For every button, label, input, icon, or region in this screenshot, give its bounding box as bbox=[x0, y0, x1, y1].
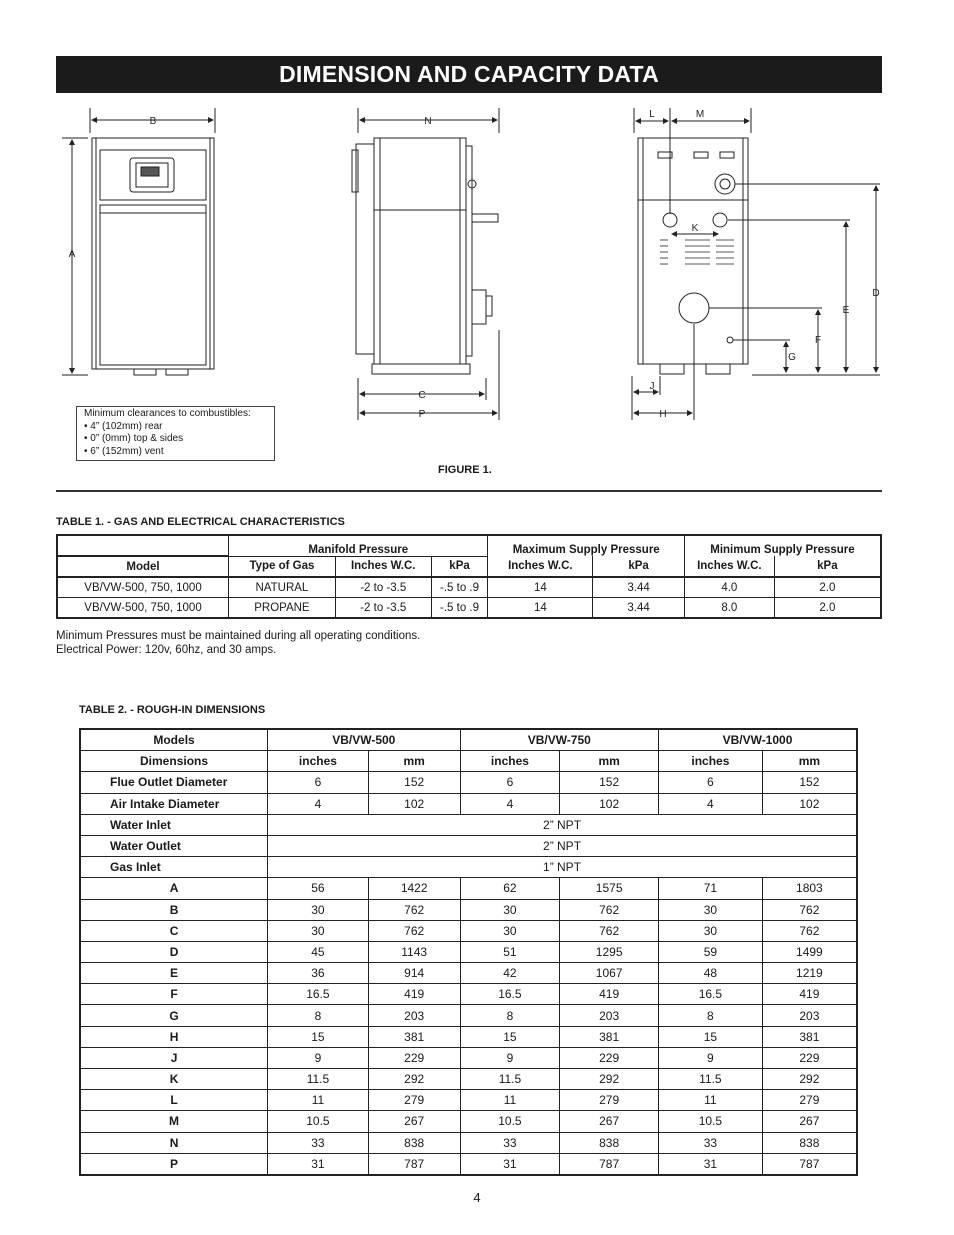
dim-label-m: M bbox=[695, 109, 705, 120]
front-view-drawing bbox=[62, 108, 215, 375]
note-line: Minimum Pressures must be maintained during all operating conditions. bbox=[56, 630, 421, 642]
table-cell: 267 bbox=[368, 1111, 460, 1132]
table-cell: 1” NPT bbox=[268, 857, 857, 878]
table-cell: 279 bbox=[762, 1090, 857, 1111]
table-cell: 152 bbox=[368, 772, 460, 793]
table-cell: 71 bbox=[659, 878, 763, 899]
table-cell: 1499 bbox=[762, 941, 857, 962]
side-view-drawing bbox=[352, 108, 499, 420]
table-cell: 51 bbox=[460, 941, 560, 962]
table-cell: 4 bbox=[659, 793, 763, 814]
table-cell: K bbox=[80, 1069, 268, 1090]
table-cell: 11 bbox=[268, 1090, 369, 1111]
table-cell: 1803 bbox=[762, 878, 857, 899]
column-header: kPa bbox=[774, 556, 881, 577]
table-cell: 30 bbox=[268, 920, 369, 941]
table-row bbox=[80, 941, 857, 962]
table-row bbox=[80, 1005, 857, 1026]
table-cell: 1067 bbox=[560, 963, 659, 984]
model-header: VB/VW-500 bbox=[268, 729, 460, 751]
table-cell: 292 bbox=[762, 1069, 857, 1090]
table-cell: 1575 bbox=[560, 878, 659, 899]
table-cell: Air Intake Diameter bbox=[80, 793, 268, 814]
table-cell: 381 bbox=[368, 1026, 460, 1047]
table-cell: 419 bbox=[762, 984, 857, 1005]
table-cell: 762 bbox=[560, 920, 659, 941]
table-cell: C bbox=[80, 920, 268, 941]
dim-label-n: N bbox=[424, 116, 432, 127]
clearance-note-line: • 6” (152mm) vent bbox=[84, 445, 164, 457]
table-cell: 2.0 bbox=[774, 598, 881, 619]
table-cell: 4.0 bbox=[684, 577, 774, 598]
dim-label-p: P bbox=[418, 409, 426, 420]
table-cell: 6 bbox=[659, 772, 763, 793]
table-cell: 31 bbox=[268, 1153, 369, 1175]
table-cell: 267 bbox=[560, 1111, 659, 1132]
table-cell: -2 to -3.5 bbox=[335, 577, 431, 598]
table-cell: F bbox=[80, 984, 268, 1005]
table-cell: 762 bbox=[762, 920, 857, 941]
table-cell: 30 bbox=[659, 920, 763, 941]
table-cell: Water Outlet bbox=[80, 835, 268, 856]
table-cell: 787 bbox=[368, 1153, 460, 1175]
column-header: kPa bbox=[593, 556, 685, 577]
table-cell: 31 bbox=[460, 1153, 560, 1175]
table-cell: 2” NPT bbox=[268, 835, 857, 856]
table-cell: 6 bbox=[268, 772, 369, 793]
table-cell: 30 bbox=[460, 920, 560, 941]
table-cell: 48 bbox=[659, 963, 763, 984]
table-cell: 33 bbox=[460, 1132, 560, 1153]
column-header: Inches W.C. bbox=[335, 556, 431, 577]
column-header: Inches W.C. bbox=[488, 556, 593, 577]
table-cell: 229 bbox=[762, 1047, 857, 1068]
dim-label-k: K bbox=[691, 223, 699, 234]
table-cell: 11 bbox=[460, 1090, 560, 1111]
table-cell: 1219 bbox=[762, 963, 857, 984]
model-header: VB/VW-1000 bbox=[659, 729, 858, 751]
table-cell: 292 bbox=[560, 1069, 659, 1090]
table-cell: J bbox=[80, 1047, 268, 1068]
table-cell: E bbox=[80, 963, 268, 984]
table-cell: 2.0 bbox=[774, 577, 881, 598]
table-cell: 838 bbox=[368, 1132, 460, 1153]
table-cell: -.5 to .9 bbox=[431, 577, 488, 598]
table-cell: 762 bbox=[368, 899, 460, 920]
table-cell: -.5 to .9 bbox=[431, 598, 488, 619]
table-cell: 229 bbox=[368, 1047, 460, 1068]
table-cell: 30 bbox=[460, 899, 560, 920]
table-cell: 31 bbox=[659, 1153, 763, 1175]
table-cell: 42 bbox=[460, 963, 560, 984]
table-cell: 6 bbox=[460, 772, 560, 793]
dimensions-label: Dimensions bbox=[80, 751, 268, 772]
table-cell: 8.0 bbox=[684, 598, 774, 619]
table2-title: TABLE 2. - ROUGH-IN DIMENSIONS bbox=[79, 704, 266, 716]
table-cell: Water Inlet bbox=[80, 814, 268, 835]
column-header: Model bbox=[57, 556, 229, 577]
table-row bbox=[57, 598, 881, 619]
table-cell: 203 bbox=[560, 1005, 659, 1026]
dim-label-h: H bbox=[659, 409, 667, 420]
page-title: DIMENSION AND CAPACITY DATA bbox=[279, 61, 659, 87]
unit-header: inches bbox=[268, 751, 369, 772]
rear-view-drawing bbox=[632, 108, 880, 420]
table-cell: 203 bbox=[762, 1005, 857, 1026]
dim-label-d: D bbox=[872, 288, 880, 299]
table-cell: 267 bbox=[762, 1111, 857, 1132]
table-cell: 10.5 bbox=[268, 1111, 369, 1132]
table-row bbox=[80, 857, 857, 878]
table-cell: 4 bbox=[460, 793, 560, 814]
table-row bbox=[80, 1090, 857, 1111]
table-row bbox=[80, 814, 857, 835]
table1-notes bbox=[56, 629, 420, 657]
unit-header: mm bbox=[762, 751, 857, 772]
table-cell: L bbox=[80, 1090, 268, 1111]
table-cell: 10.5 bbox=[460, 1111, 560, 1132]
dim-label-g: G bbox=[788, 352, 796, 363]
table-row bbox=[80, 920, 857, 941]
table-cell: 292 bbox=[368, 1069, 460, 1090]
note-line: Electrical Power: 120v, 60hz, and 30 amps. bbox=[56, 644, 277, 656]
table-row bbox=[80, 772, 857, 793]
table-cell: 838 bbox=[762, 1132, 857, 1153]
group-header: Maximum Supply Pressure bbox=[488, 535, 684, 556]
column-header: Type of Gas bbox=[229, 556, 336, 577]
table-cell: 14 bbox=[488, 598, 593, 619]
table-cell: 152 bbox=[762, 772, 857, 793]
unit-header: mm bbox=[560, 751, 659, 772]
section-divider bbox=[56, 490, 882, 492]
table-cell: 4 bbox=[268, 793, 369, 814]
table-cell: Flue Outlet Diameter bbox=[80, 772, 268, 793]
dim-label-e: E bbox=[842, 305, 850, 316]
table1-title: TABLE 1. - GAS AND ELECTRICAL CHARACTERISTICS bbox=[56, 516, 345, 528]
table-cell: 419 bbox=[560, 984, 659, 1005]
table-row bbox=[80, 793, 857, 814]
clearance-note-line: • 0” (0mm) top & sides bbox=[84, 433, 184, 444]
table-row bbox=[80, 878, 857, 899]
table-cell: 1295 bbox=[560, 941, 659, 962]
table-cell: D bbox=[80, 941, 268, 962]
table-cell: 33 bbox=[268, 1132, 369, 1153]
table-cell: Gas Inlet bbox=[80, 857, 268, 878]
table-cell: 762 bbox=[368, 920, 460, 941]
table-row bbox=[80, 984, 857, 1005]
table-row bbox=[80, 963, 857, 984]
table-cell: 381 bbox=[762, 1026, 857, 1047]
table-cell: 14 bbox=[488, 577, 593, 598]
rough-in-dimensions-table bbox=[79, 728, 858, 1176]
column-header: kPa bbox=[431, 556, 488, 577]
unit-header: inches bbox=[659, 751, 763, 772]
dim-label-f: F bbox=[814, 335, 822, 346]
table-cell: 102 bbox=[560, 793, 659, 814]
table-cell: -2 to -3.5 bbox=[335, 598, 431, 619]
table-cell: 11.5 bbox=[460, 1069, 560, 1090]
table-cell: 16.5 bbox=[460, 984, 560, 1005]
table-cell: 419 bbox=[368, 984, 460, 1005]
models-label: Models bbox=[80, 729, 268, 751]
table-cell: 33 bbox=[659, 1132, 763, 1153]
table-cell: 381 bbox=[560, 1026, 659, 1047]
table-cell: 9 bbox=[460, 1047, 560, 1068]
dim-label-b: B bbox=[149, 116, 157, 127]
table-cell: VB/VW-500, 750, 1000 bbox=[57, 577, 229, 598]
table-cell: 762 bbox=[762, 899, 857, 920]
table-cell: 9 bbox=[268, 1047, 369, 1068]
table-cell: 10.5 bbox=[659, 1111, 763, 1132]
table-cell: 2” NPT bbox=[268, 814, 857, 835]
table-cell: 102 bbox=[368, 793, 460, 814]
table-cell: H bbox=[80, 1026, 268, 1047]
table-cell: 9 bbox=[659, 1047, 763, 1068]
table-cell: 15 bbox=[460, 1026, 560, 1047]
table-cell: 914 bbox=[368, 963, 460, 984]
table-cell: 45 bbox=[268, 941, 369, 962]
table-cell: 203 bbox=[368, 1005, 460, 1026]
group-header: Manifold Pressure bbox=[229, 535, 488, 556]
table-cell: 56 bbox=[268, 878, 369, 899]
unit-header: inches bbox=[460, 751, 560, 772]
table-cell: 16.5 bbox=[659, 984, 763, 1005]
gas-electrical-table bbox=[56, 534, 882, 619]
unit-header: mm bbox=[368, 751, 460, 772]
table-cell: 787 bbox=[560, 1153, 659, 1175]
dim-label-a: A bbox=[68, 249, 76, 260]
table-row bbox=[80, 1069, 857, 1090]
table-cell: 59 bbox=[659, 941, 763, 962]
table-cell: 3.44 bbox=[593, 577, 685, 598]
page-number: 4 bbox=[473, 1190, 481, 1205]
table-cell: A bbox=[80, 878, 268, 899]
table-cell: 1422 bbox=[368, 878, 460, 899]
table-cell: 787 bbox=[762, 1153, 857, 1175]
dim-label-c: C bbox=[418, 390, 426, 401]
table-cell: 15 bbox=[659, 1026, 763, 1047]
table-cell: G bbox=[80, 1005, 268, 1026]
table-cell: NATURAL bbox=[229, 577, 336, 598]
table-cell: 838 bbox=[560, 1132, 659, 1153]
table-row bbox=[80, 1111, 857, 1132]
column-header: Inches W.C. bbox=[684, 556, 774, 577]
table-cell: 8 bbox=[460, 1005, 560, 1026]
table-cell: 30 bbox=[268, 899, 369, 920]
table-cell: 279 bbox=[560, 1090, 659, 1111]
table-cell: B bbox=[80, 899, 268, 920]
group-header: Minimum Supply Pressure bbox=[684, 535, 881, 556]
table-cell: 15 bbox=[268, 1026, 369, 1047]
table-cell: 11.5 bbox=[659, 1069, 763, 1090]
table-cell: 229 bbox=[560, 1047, 659, 1068]
table-row bbox=[80, 1047, 857, 1068]
table-cell: 8 bbox=[268, 1005, 369, 1026]
table-row bbox=[80, 1153, 857, 1175]
dim-label-j: J bbox=[649, 381, 655, 392]
clearance-note-line: • 4” (102mm) rear bbox=[84, 420, 163, 432]
model-header: VB/VW-750 bbox=[460, 729, 658, 751]
table-cell: VB/VW-500, 750, 1000 bbox=[84, 601, 202, 614]
table-row bbox=[80, 1132, 857, 1153]
table-cell: 11 bbox=[659, 1090, 763, 1111]
table-cell: PROPANE bbox=[229, 598, 336, 619]
table-cell: 16.5 bbox=[268, 984, 369, 1005]
table-cell: 3.44 bbox=[593, 598, 685, 619]
table-cell: 1143 bbox=[368, 941, 460, 962]
figure-caption: FIGURE 1. bbox=[438, 464, 492, 476]
dim-label-l: L bbox=[649, 109, 655, 120]
table-row bbox=[80, 1026, 857, 1047]
table-cell: 8 bbox=[659, 1005, 763, 1026]
table-row bbox=[80, 899, 857, 920]
clearance-note-box bbox=[76, 406, 275, 461]
table-row bbox=[80, 835, 857, 856]
table-cell: 30 bbox=[659, 899, 763, 920]
table-cell: P bbox=[80, 1153, 268, 1175]
table-cell: 762 bbox=[560, 899, 659, 920]
table-row bbox=[57, 577, 881, 598]
table-cell: 36 bbox=[268, 963, 369, 984]
table-cell: M bbox=[80, 1111, 268, 1132]
table-cell: 11.5 bbox=[268, 1069, 369, 1090]
clearance-note-line: Minimum clearances to combustibles: bbox=[84, 408, 251, 419]
table-cell: N bbox=[80, 1132, 268, 1153]
table-cell: 279 bbox=[368, 1090, 460, 1111]
table-cell: 152 bbox=[560, 772, 659, 793]
table-cell: 102 bbox=[762, 793, 857, 814]
table-cell: 62 bbox=[460, 878, 560, 899]
